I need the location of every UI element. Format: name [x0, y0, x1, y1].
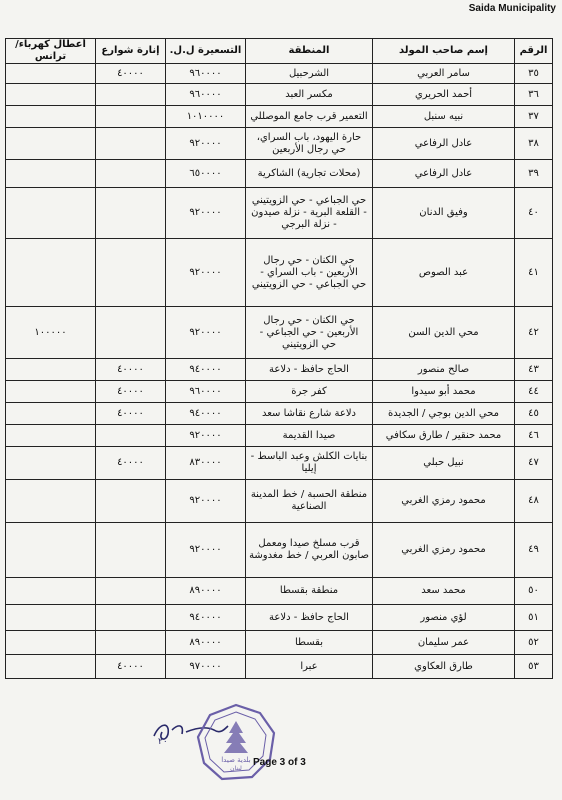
row-faults	[6, 160, 96, 188]
row-price: ٩٤٠٠٠٠	[166, 605, 246, 631]
area-line: الشرحبيل	[288, 67, 330, 79]
row-faults	[6, 631, 96, 655]
row-number: ٤٥	[515, 403, 553, 425]
row-number: ٣٥	[515, 64, 553, 84]
row-price: ٩٢٠٠٠٠	[166, 425, 246, 447]
row-owner: طارق العكاوي	[373, 655, 515, 679]
col-street-lighting: إنارة شوارع	[96, 39, 166, 64]
table-row	[6, 84, 553, 106]
row-area	[246, 307, 373, 359]
row-faults	[6, 359, 96, 381]
table-body	[6, 64, 553, 679]
row-faults	[6, 523, 96, 578]
stamp-line-2: لبنان	[230, 765, 242, 772]
area-line: حي رجال الأربعين	[272, 143, 346, 155]
row-faults	[6, 128, 96, 160]
cedar-icon	[224, 721, 248, 753]
area-line: الحاج حافظ - دلاعة	[269, 611, 349, 623]
row-faults	[6, 655, 96, 679]
area-line: منطقة بقسطا	[279, 585, 339, 596]
row-price: ٩٢٠٠٠٠	[166, 480, 246, 523]
row-price: ٩٦٠٠٠٠	[166, 381, 246, 403]
row-price: ٩٢٠٠٠٠	[166, 239, 246, 307]
row-number: ٤٠	[515, 188, 553, 239]
area-line: الحاج حافظ - دلاعة	[269, 363, 349, 375]
table-row	[6, 381, 553, 403]
row-owner: محمود رمزي الغربي	[373, 480, 515, 523]
row-number: ٤٩	[515, 523, 553, 578]
row-lighting	[96, 480, 166, 523]
row-owner: عادل الرفاعي	[373, 160, 515, 188]
row-area	[246, 188, 373, 239]
row-faults	[6, 403, 96, 425]
row-lighting	[96, 160, 166, 188]
row-faults	[6, 480, 96, 523]
table-row	[6, 425, 553, 447]
table-row	[6, 239, 553, 307]
table-row	[6, 578, 553, 605]
row-number: ٥٣	[515, 655, 553, 679]
row-faults	[6, 64, 96, 84]
area-line: - القلعة البرية - نزلة صيدون	[251, 207, 367, 218]
row-lighting	[96, 578, 166, 605]
area-line: الصناعية	[291, 501, 327, 512]
register-table	[5, 38, 553, 679]
row-area	[246, 381, 373, 403]
row-lighting: ٤٠٠٠٠	[96, 655, 166, 679]
row-area	[246, 64, 373, 84]
row-price: ٩٢٠٠٠٠	[166, 523, 246, 578]
area-line: قرب مسلخ صيدا ومعمل	[258, 538, 360, 549]
row-number: ٤٨	[515, 480, 553, 523]
row-price: ٩٦٠٠٠٠	[166, 84, 246, 106]
row-price: ٨٣٠٠٠٠	[166, 447, 246, 480]
row-number: ٥١	[515, 605, 553, 631]
row-owner: نبيه سنبل	[373, 106, 515, 128]
page-label: Page 3 of 3	[253, 757, 306, 768]
row-price: ٦٥٠٠٠٠	[166, 160, 246, 188]
area-line: حارة اليهود، باب السراي،	[256, 131, 362, 143]
row-faults	[6, 578, 96, 605]
col-owner: إسم صاحب المولد	[373, 39, 515, 64]
row-lighting	[96, 425, 166, 447]
row-owner: محمد سعد	[373, 578, 515, 605]
row-price: ٩٤٠٠٠٠	[166, 403, 246, 425]
row-owner: صالح منصور	[373, 359, 515, 381]
row-number: ٤٣	[515, 359, 553, 381]
row-number: ٣٩	[515, 160, 553, 188]
row-lighting: ٤٠٠٠٠	[96, 403, 166, 425]
row-area	[246, 655, 373, 679]
row-price: ٨٩٠٠٠٠	[166, 578, 246, 605]
row-lighting	[96, 605, 166, 631]
row-lighting: ٤٠٠٠٠	[96, 381, 166, 403]
row-lighting	[96, 188, 166, 239]
area-line: عبرا	[300, 660, 318, 672]
row-owner: نبيل حبلي	[373, 447, 515, 480]
row-owner: لؤي منصور	[373, 605, 515, 631]
table-row	[6, 631, 553, 655]
row-faults: ١٠٠٠٠٠	[6, 307, 96, 359]
row-owner: محي الدين السن	[373, 307, 515, 359]
row-faults	[6, 239, 96, 307]
row-owner: محي الدين بوجي / الجديدة	[373, 403, 515, 425]
row-number: ٣٧	[515, 106, 553, 128]
area-line: التعمير قرب جامع الموصللي	[250, 110, 368, 122]
row-owner: عادل الرفاعي	[373, 128, 515, 160]
area-line: الأربعين - باب السراي -	[260, 266, 358, 278]
row-faults	[6, 381, 96, 403]
row-number: ٣٨	[515, 128, 553, 160]
row-area	[246, 84, 373, 106]
row-faults	[6, 425, 96, 447]
row-lighting	[96, 239, 166, 307]
row-area	[246, 239, 373, 307]
row-faults	[6, 84, 96, 106]
area-line: دلاعة شارع نقاشا سعد	[261, 407, 356, 419]
row-price: ٩٦٠٠٠٠	[166, 64, 246, 84]
table-row	[6, 447, 553, 480]
row-price: ٩٢٠٠٠٠	[166, 307, 246, 359]
table-row	[6, 359, 553, 381]
row-number: ٤٤	[515, 381, 553, 403]
table-row	[6, 160, 553, 188]
row-number: ٥٠	[515, 578, 553, 605]
row-area	[246, 403, 373, 425]
area-line: حي الكنان - حي رجال	[263, 254, 355, 266]
col-number: الرقم	[515, 39, 553, 64]
row-area	[246, 425, 373, 447]
row-lighting: ٤٠٠٠٠	[96, 447, 166, 480]
table-row	[6, 403, 553, 425]
row-price: ٩٤٠٠٠٠	[166, 359, 246, 381]
area-line: بنايات الكلش وعبد الباسط -	[250, 451, 368, 462]
stamp-line-1: بلدية صيدا	[221, 756, 251, 764]
area-line: منطقة الحسبة / خط المدينة	[250, 489, 368, 500]
table-row	[6, 480, 553, 523]
row-area	[246, 631, 373, 655]
table-row	[6, 523, 553, 578]
row-lighting	[96, 523, 166, 578]
row-price: ٩٢٠٠٠٠	[166, 188, 246, 239]
row-lighting	[96, 631, 166, 655]
area-line: الأربعين - حي الجباعي -	[259, 326, 359, 338]
row-faults	[6, 106, 96, 128]
row-number: ٤٢	[515, 307, 553, 359]
area-line: حي الجباعي - حي الزويتيني	[251, 278, 367, 290]
row-faults	[6, 605, 96, 631]
row-number: ٤١	[515, 239, 553, 307]
signature-text: ٢٠	[158, 737, 168, 746]
row-number: ٣٦	[515, 84, 553, 106]
row-area	[246, 447, 373, 480]
table-header-row	[6, 39, 553, 64]
area-line: حي الكنان - حي رجال	[263, 314, 355, 326]
row-owner: محمد أبو سيدوا	[373, 381, 515, 403]
area-line: مكسر العبد	[285, 88, 333, 100]
row-lighting: ٤٠٠٠٠	[96, 359, 166, 381]
row-price: ٨٩٠٠٠٠	[166, 631, 246, 655]
row-owner: عبد الصوص	[373, 239, 515, 307]
col-electric-faults: أعطال كهرباء/ترانس	[6, 39, 96, 64]
row-faults	[6, 188, 96, 239]
header-org: Saida Municipality	[468, 3, 556, 14]
row-area	[246, 359, 373, 381]
row-lighting: ٤٠٠٠٠	[96, 64, 166, 84]
row-area	[246, 480, 373, 523]
row-number: ٤٦	[515, 425, 553, 447]
row-owner: وفيق الدنان	[373, 188, 515, 239]
row-number: ٥٢	[515, 631, 553, 655]
table-row	[6, 188, 553, 239]
row-area	[246, 523, 373, 578]
row-owner: سامر العربي	[373, 64, 515, 84]
row-lighting	[96, 307, 166, 359]
area-line: بقسطا	[294, 636, 323, 648]
row-owner: محمود رمزي الغربي	[373, 523, 515, 578]
row-lighting	[96, 84, 166, 106]
row-owner: أحمد الحريري	[373, 84, 515, 106]
area-line: (محلات تجارية) الشاكرية	[257, 167, 361, 179]
area-line: كفر جرة	[291, 385, 327, 397]
table-row	[6, 655, 553, 679]
row-owner: محمد حنقير / طارق سكافي	[373, 425, 515, 447]
table-row	[6, 307, 553, 359]
table-row	[6, 128, 553, 160]
row-area	[246, 128, 373, 160]
row-price: ٩٢٠٠٠٠	[166, 128, 246, 160]
row-area	[246, 106, 373, 128]
row-lighting	[96, 128, 166, 160]
row-area	[246, 578, 373, 605]
area-line: حي الجباعي - حي الزويتيني	[251, 195, 367, 206]
row-area	[246, 605, 373, 631]
row-area	[246, 160, 373, 188]
area-line: صيدا القديمة	[282, 429, 336, 441]
area-line: حي الزويتيني	[281, 338, 337, 350]
area-line: - نزلة البرجي	[281, 219, 337, 230]
row-price: ٩٧٠٠٠٠	[166, 655, 246, 679]
area-line: إيليا	[301, 463, 317, 474]
row-owner: عمر سليمان	[373, 631, 515, 655]
municipal-stamp	[196, 703, 276, 783]
table-row	[6, 64, 553, 84]
row-faults	[6, 447, 96, 480]
col-price: التسعيرة ل.ل.	[166, 39, 246, 64]
row-lighting	[96, 106, 166, 128]
row-number: ٤٧	[515, 447, 553, 480]
table-row	[6, 605, 553, 631]
row-price: ١٠١٠٠٠٠	[166, 106, 246, 128]
table-row	[6, 106, 553, 128]
col-area: المنطقة	[246, 39, 373, 64]
area-line: صابون العربي / خط مغدوشة	[249, 550, 369, 561]
